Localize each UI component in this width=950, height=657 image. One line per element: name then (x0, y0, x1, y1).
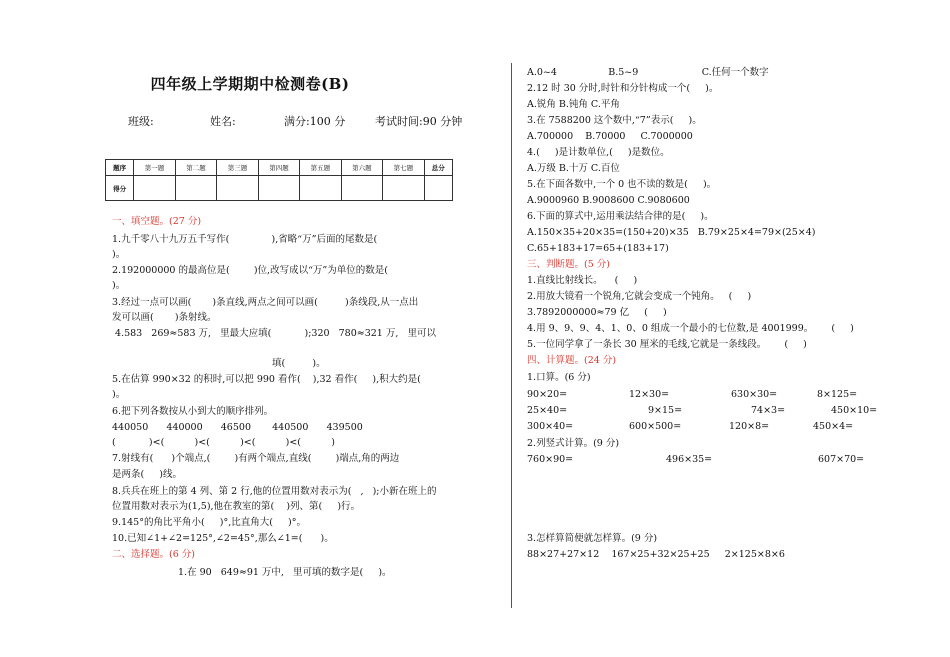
question-text: 1.直线比射线长。 ( ) (527, 275, 638, 286)
oral-calc-item: 25×40= (527, 405, 568, 416)
oral-calc-item: 630×30= (731, 389, 778, 400)
choice-options: C.65+183+17=65+(183+17) (527, 243, 669, 254)
answer-blanks: ( )<( )<( )<( )<( ) (112, 437, 335, 448)
question-text: 8.兵兵在班上的第 4 列、第 2 行,他的位置用数对表示为( , );小新在班上的 (112, 486, 437, 497)
score-header-cell: 第三题 (217, 160, 258, 176)
choice-options: A.万级 B.十万 C.百位 (527, 163, 620, 174)
name-label: 姓名: (210, 115, 236, 128)
vertical-calc-item: 496×35= (666, 454, 713, 465)
score-header-cell: 总分 (424, 160, 452, 176)
question-text: 2.12 时 30 分时,时针和分针构成一个( )。 (527, 83, 719, 94)
question-text: 是两条( )线。 (112, 469, 183, 480)
question-text: 5.一位同学拿了一条长 30 厘米的毛线,它就是一条线段。 ( ) (527, 339, 807, 350)
score-header-cell: 第二题 (175, 160, 216, 176)
question-text: 位置用数对表示为(1,5),他在教室的第( )列、第( )行。 (112, 501, 361, 512)
score-cell (175, 176, 216, 201)
question-text: 10.已知∠1+∠2=125°,∠2=45°,那么∠1=( )。 (112, 533, 334, 544)
question-text: 4.用 9、9、9、4、1、0、0 组成一个最小的七位数,是 4001999。 ( ) (527, 323, 854, 334)
oral-calc-item: 9×15= (648, 405, 683, 416)
question-text: 6.下面的算式中,运用乘法结合律的是( )。 (527, 211, 714, 222)
oral-calc-item: 300×40= (527, 421, 574, 432)
score-header-cell: 第一题 (134, 160, 175, 176)
score-cell (383, 176, 424, 201)
question-text: 4.583 269≈583 万, 里最大应填( );320 780≈321 万, 里可以 (112, 328, 436, 339)
question-text: 3.怎样算简便就怎样算。(9 分) (527, 533, 658, 544)
exam-time: 考试时间:90 分钟 (375, 115, 463, 128)
question-text: )。 (112, 280, 126, 291)
score-header-cell: 题序 (106, 160, 134, 176)
choice-options: A.9000960 B.9008600 C.9080600 (527, 195, 690, 206)
score-cell (341, 176, 382, 201)
choice-options: A.150×35+20×35=(150+20)×35 B.79×25×4=79×(25×4) (527, 227, 816, 238)
question-text: 发可以画( )条射线。 (112, 312, 217, 323)
score-header-cell: 第四题 (258, 160, 299, 176)
score-table (105, 159, 453, 201)
score-header-cell: 第六题 (341, 160, 382, 176)
question-text: 1.在 90 649≈91 万中, 里可填的数字是( )。 (178, 567, 392, 578)
score-cell (134, 176, 175, 201)
question-text: 2.用放大镜看一个锐角,它就会变成一个钝角。 ( ) (527, 291, 752, 302)
oral-calc-item: 450×4= (813, 421, 854, 432)
score-row-label: 得分 (106, 176, 134, 201)
oral-calc-item: 450×10= (831, 405, 878, 416)
score-cell (424, 176, 452, 201)
question-text: 填( )。 (272, 358, 326, 369)
score-cell (217, 176, 258, 201)
question-text: 2.列竖式计算。(9 分) (527, 438, 620, 449)
section-judge-title: 三、判断题。(5 分) (527, 259, 610, 270)
choice-options: A.0~4 B.5~9 C.任何一个数字 (527, 67, 769, 78)
question-text: 1.九千零八十九万五千写作( ),省略“万”后面的尾数是( (112, 234, 378, 245)
section-fill-title: 一、填空题。(27 分) (112, 216, 202, 227)
oral-calc-item: 120×8= (729, 421, 770, 432)
score-cell (300, 176, 341, 201)
question-text: 7.射线有( )个端点,( )有两个端点,直线( )端点,角的两边 (112, 453, 400, 464)
question-text: )。 (112, 389, 126, 400)
oral-calc-item: 90×20= (527, 389, 568, 400)
score-header-cell: 第七题 (383, 160, 424, 176)
question-text: 3.经过一点可以画( )条直线,两点之间可以画( )条线段,从一点出 (112, 297, 419, 308)
full-score: 满分:100 分 (284, 115, 346, 128)
section-calc-title: 四、计算题。(24 分) (527, 355, 617, 366)
page-title: 四年级上学期期中检测卷(B) (150, 75, 350, 93)
class-label: 班级: (128, 115, 154, 128)
oral-calc-item: 600×500= (629, 421, 682, 432)
question-text: 2.192000000 的最高位是( )位,改写成以“万”为单位的数是( (112, 265, 388, 276)
oral-calc-item: 12×30= (629, 389, 670, 400)
vertical-calc-item: 760×90= (527, 454, 574, 465)
question-text: 5.在估算 990×32 的积时,可以把 990 看作( ),32 看作( ),积大约是( (112, 374, 421, 385)
section-choice-title: 二、选择题。(6 分) (112, 549, 195, 560)
question-text: 6.把下列各数按从小到大的顺序排列。 (112, 406, 274, 417)
number-list: 440050 440000 46500 440500 439500 (112, 422, 363, 433)
question-text: 3.7892000000≈79 亿 ( ) (527, 307, 667, 318)
choice-options: A.700000 B.70000 C.7000000 (527, 131, 693, 142)
question-text: 1.口算。(6 分) (527, 372, 591, 383)
choice-options: A.锐角 B.钝角 C.平角 (527, 99, 620, 110)
score-cell (258, 176, 299, 201)
question-text: 3.在 7588200 这个数中,“7”表示( )。 (527, 115, 702, 126)
question-text: 5.在下面各数中,一个 0 也不读的数是( )。 (527, 179, 717, 190)
column-divider (511, 63, 512, 608)
score-header-cell: 第五题 (300, 160, 341, 176)
vertical-calc-item: 607×70= (818, 454, 865, 465)
question-text: )。 (112, 249, 126, 260)
question-text: 9.145°的角比平角小( )°,比直角大( )°。 (112, 517, 306, 528)
simplify-calc-items: 88×27+27×12 167×25+32×25+25 2×125×8×6 (527, 549, 785, 560)
oral-calc-item: 74×3= (751, 405, 786, 416)
oral-calc-item: 8×125= (817, 389, 858, 400)
question-text: 4.( )是计数单位,( )是数位。 (527, 147, 670, 158)
